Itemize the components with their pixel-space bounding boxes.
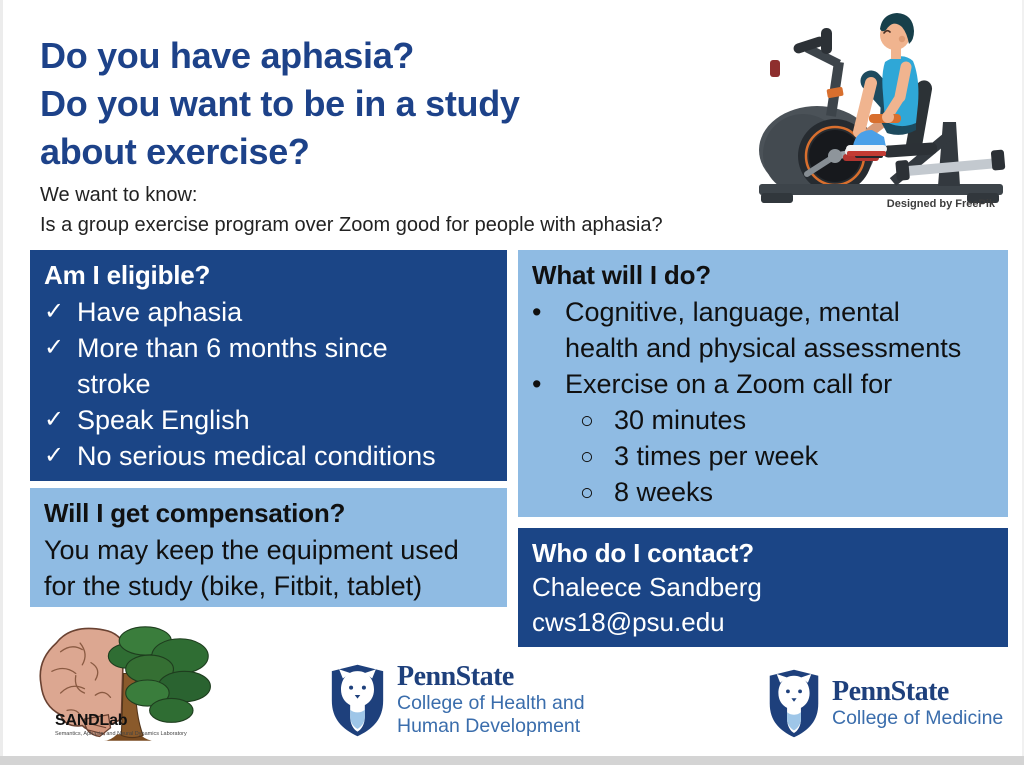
exercise-detail-item [580,402,994,438]
exercise-detail-item [580,438,994,474]
illustration-credit: Designed by FreePik [886,198,995,210]
bullet-icon: • [532,297,542,327]
checkmark-icon: ✓ [44,334,65,361]
sandlab-name: SANDLab [55,712,128,729]
checkmark-icon: ✓ [44,406,65,433]
intro-text [40,180,740,240]
sandlab-tagline: Semantics, Aphasia, and Neural Dynamics Laboratory [55,731,187,737]
eligibility-title: Am I eligible? [44,260,211,290]
contact-title: Who do I contact? [532,538,754,568]
activities-item [532,294,994,366]
eligibility-item [44,438,493,474]
title-line-1: Do you have aphasia? [40,35,415,77]
activities-item-text: health and physical assessments [565,333,962,363]
circle-bullet-icon: ○ [580,407,594,433]
eligibility-item-text: stroke [77,369,151,399]
pennstate-health-dev-logo [330,662,585,738]
circle-bullet-icon: ○ [580,443,594,469]
eligibility-item [44,402,493,438]
activities-item-text: Exercise on a Zoom call for [565,369,893,399]
page-edge-left [0,0,3,756]
contact-box [518,528,1008,647]
college-name-line: Human Development [397,715,581,737]
exercise-detail-text: 8 weeks [614,477,714,507]
title-line-3: about exercise? [40,131,310,173]
exercise-detail-text: 30 minutes [614,405,747,435]
activities-item [532,366,994,402]
pennstate-medicine-logo [768,668,1003,739]
pennstate-wordmark: PennState [397,661,514,692]
compensation-title: Will I get compensation? [44,498,346,528]
bullet-icon: • [532,369,542,399]
exercise-detail-item [580,474,994,510]
compensation-text: You may keep the equipment used for the study (bike, Fitbit, tablet) [44,535,459,601]
activities-title: What will I do? [532,260,711,290]
pennstate-shield-icon [330,663,385,738]
eligibility-item [44,294,493,330]
eligibility-item-text: Speak English [77,405,250,435]
pennstate-wordmark: PennState [832,676,949,707]
circle-bullet-icon: ○ [580,479,594,505]
pennstate-shield-icon [768,668,820,739]
eligibility-item-text: More than 6 months since [77,333,388,363]
activities-item-text: Cognitive, language, mental [565,297,900,327]
college-name-line: College of Medicine [832,707,1004,729]
intro-line-2: Is a group exercise program over Zoom good for people with aphasia? [40,214,663,236]
page-title [40,32,740,176]
exercise-bike-illustration [743,4,1015,206]
activities-list [532,294,994,402]
eligibility-list [44,294,493,474]
college-name-line: College of Health and [397,692,585,714]
eligibility-box [30,250,507,481]
eligibility-item-text: Have aphasia [77,297,243,327]
compensation-box [30,488,507,607]
contact-name: Chaleece Sandberg [532,572,762,602]
exercise-detail-text: 3 times per week [614,441,819,471]
contact-email: cws18@psu.edu [532,607,725,637]
title-line-2: Do you want to be in a study [40,83,520,125]
activities-box [518,250,1008,517]
checkmark-icon: ✓ [44,298,65,325]
intro-line-1: We want to know: [40,184,198,206]
page-edge-bottom [0,756,1024,765]
eligibility-item-text: No serious medical conditions [77,441,436,471]
checkmark-icon: ✓ [44,442,65,469]
exercise-details-list [532,402,994,510]
eligibility-item [44,330,493,402]
